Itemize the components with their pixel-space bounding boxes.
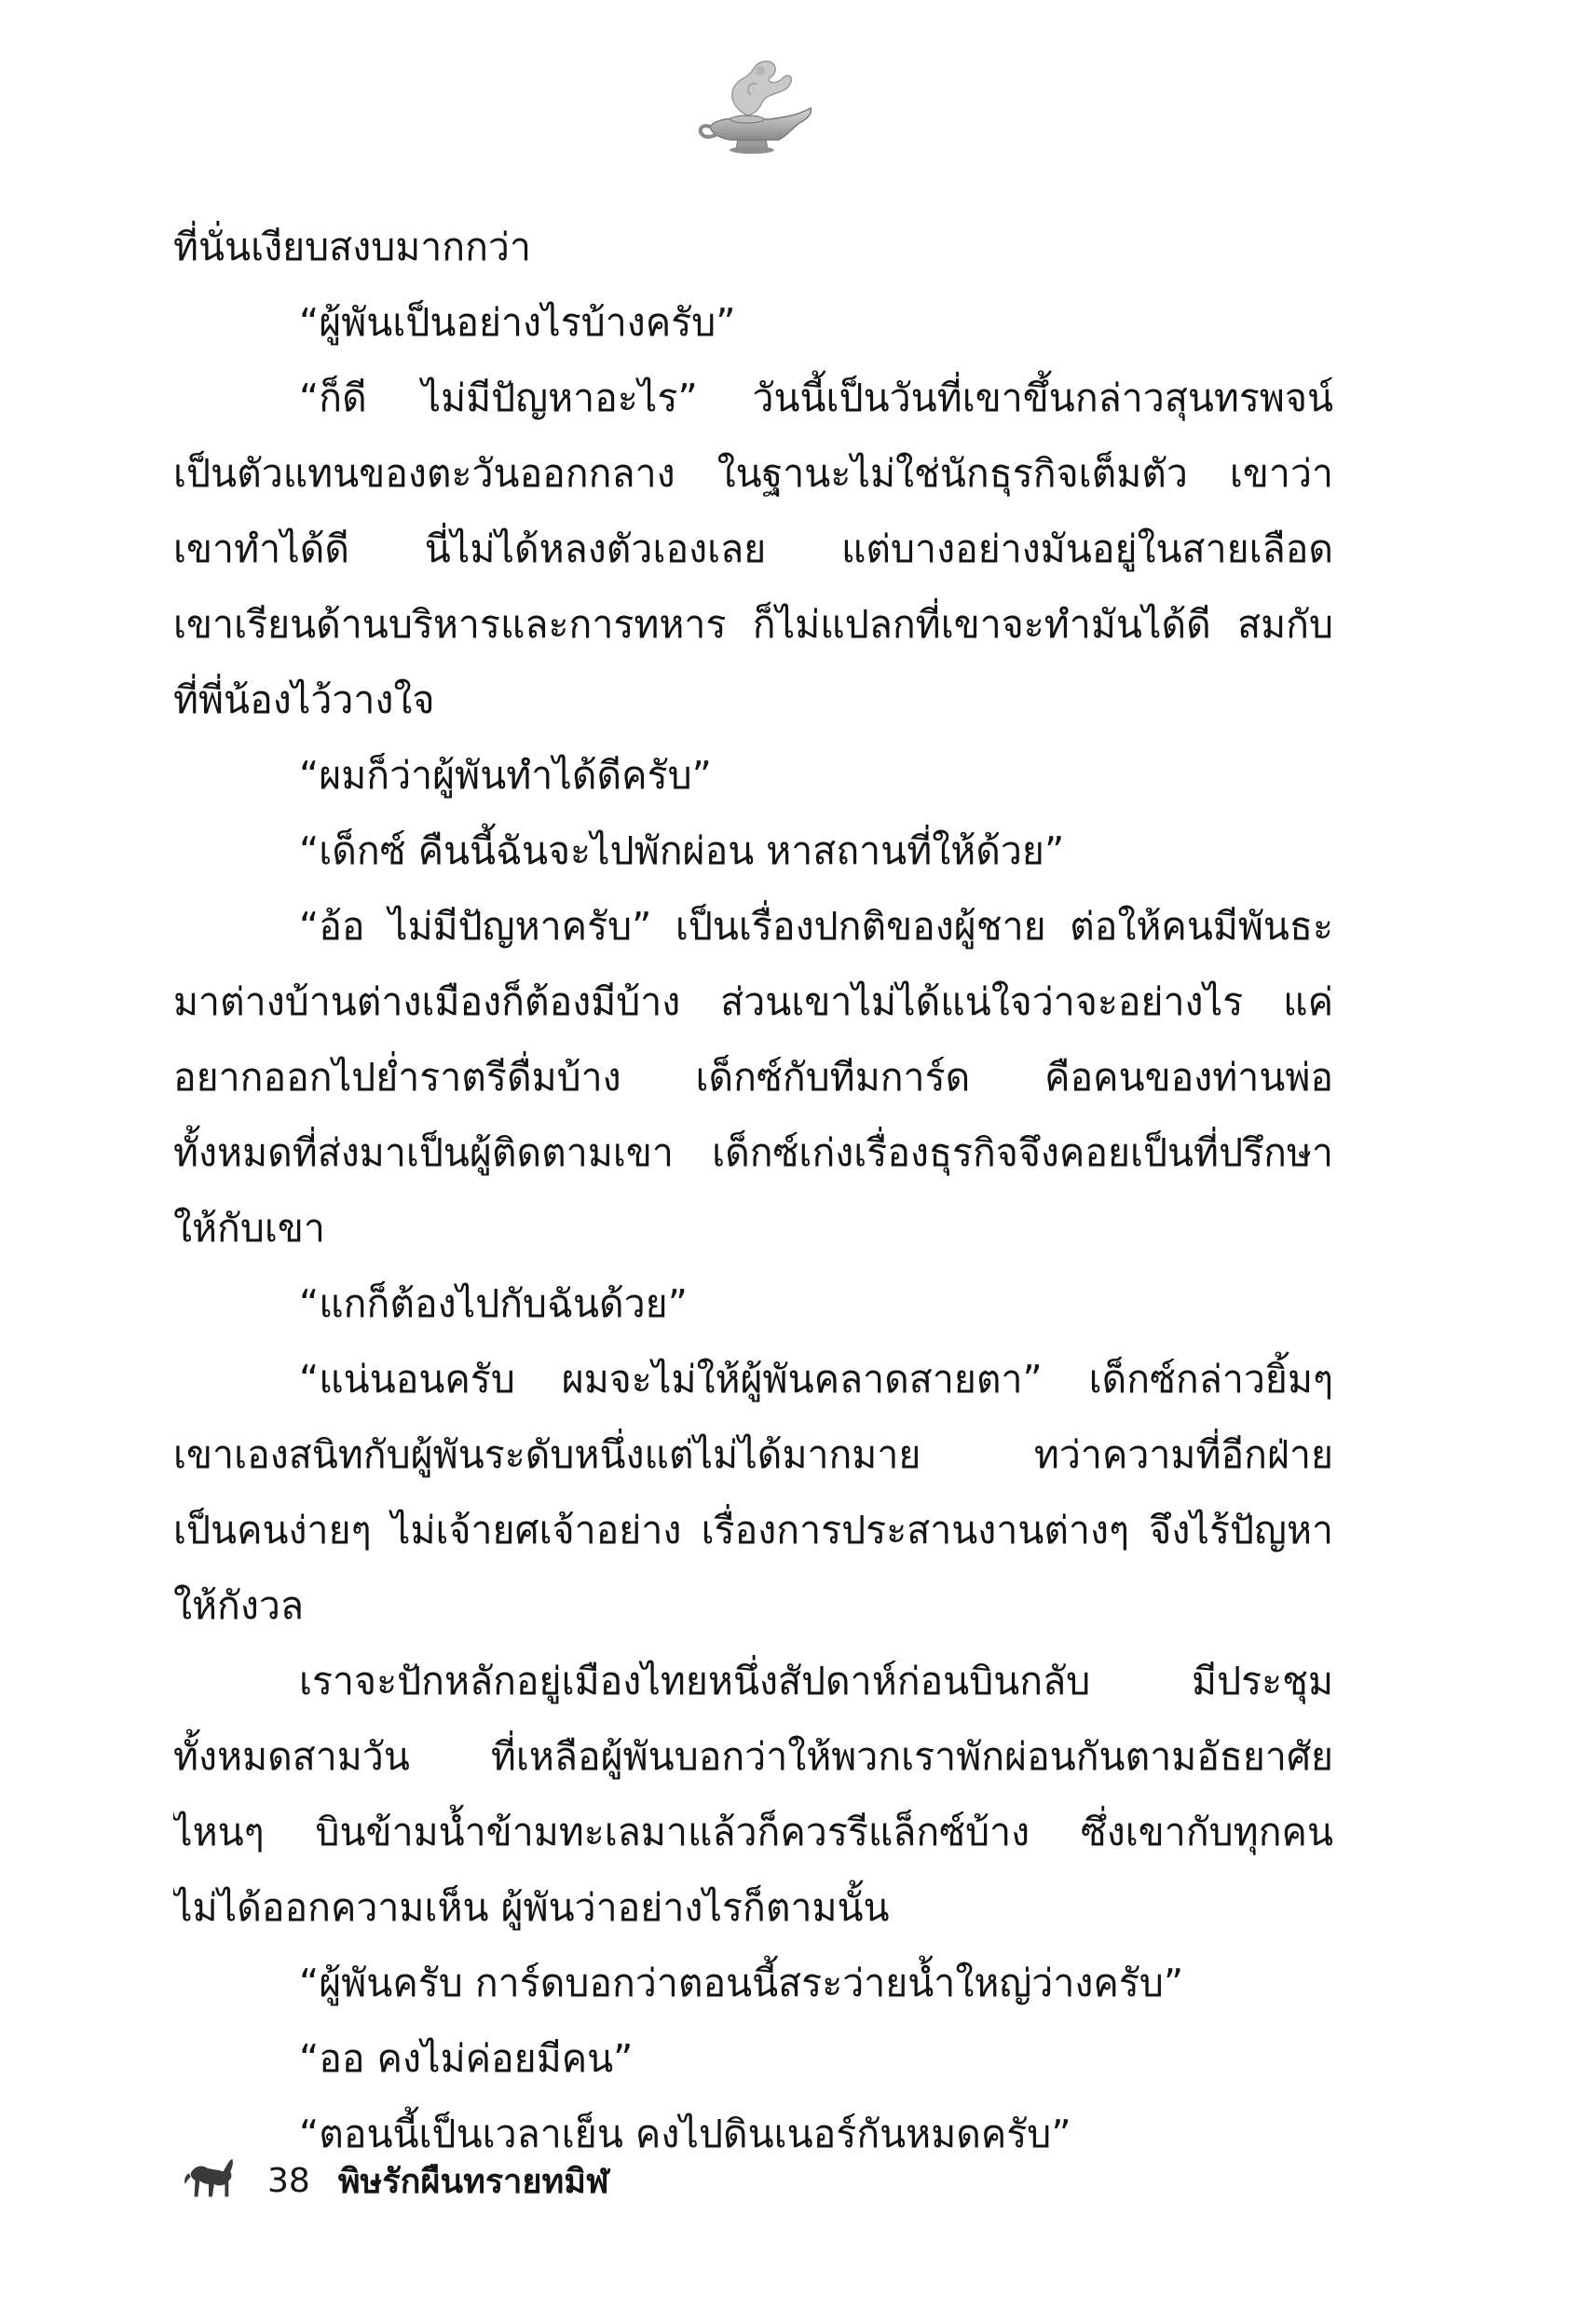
horse-icon: [182, 2154, 236, 2208]
text-line: ที่พี่น้องไว้วางใจ: [173, 677, 435, 722]
text-line: ไม่ได้ออกความเห็น ผู้พันว่าอย่างไรก็ตามนั้น: [173, 1885, 890, 1930]
text-line: ให้กับเขา: [173, 1206, 325, 1251]
text-line: เป็นตัวแทนของตะวันออกกลาง ในฐานะไม่ใช่นักธุรกิจเต็มตัว เขาว่า: [173, 451, 1333, 496]
page-footer: [182, 2153, 609, 2208]
text-line: เป็นคนง่ายๆ ไม่เจ้ายศเจ้าอย่าง เรื่องการประสานงานต่างๆ จึงไร้ปัญหา: [173, 1508, 1333, 1552]
text-line: “ตอนนี้เป็นเวลาเย็น คงไปดินเนอร์กันหมดครับ”: [299, 2112, 1071, 2156]
text-line: เราจะปักหลักอยู่เมืองไทยหนึ่งสัปดาห์ก่อนบินกลับ มีประชุม: [299, 1659, 1333, 1703]
text-line: ทั้งหมดที่ส่งมาเป็นผู้ติดตามเขา เด็กซ์เก่งเรื่องธุรกิจจึงคอยเป็นที่ปรึกษา: [173, 1130, 1333, 1175]
text-line: “ออ คงไม่ค่อยมีคน”: [299, 2036, 634, 2081]
genie-lamp-icon: [689, 58, 820, 160]
text-line: “ก็ดี ไม่มีปัญหาอะไร” วันนี้เป็นวันที่เขาขึ้นกล่าวสุนทรพจน์: [299, 376, 1333, 420]
book-title: พิษรักผืนทรายทมิฬ: [337, 2162, 609, 2201]
text-line: “ผู้พันเป็นอย่างไรบ้างครับ”: [299, 300, 736, 345]
text-line: อยากออกไปย่ำราตรีดื่มบ้าง เด็กซ์กับทีมการ์ด คือคนของท่านพ่อ: [173, 1055, 1333, 1100]
body-text: [173, 210, 1333, 2172]
page-number: 38: [267, 2161, 310, 2200]
text-line: เขาทำได้ดี นี่ไม่ได้หลงตัวเองเลย แต่บางอย่างมันอยู่ในสายเลือด: [173, 526, 1333, 571]
text-line: “แกก็ต้องไปกับฉันด้วย”: [299, 1281, 688, 1326]
text-line: “อ้อ ไม่มีปัญหาครับ” เป็นเรื่องปกติของผู้ชาย ต่อให้คนมีพันธะ: [299, 904, 1333, 949]
text-line: “ผมก็ว่าผู้พันทำได้ดีครับ”: [299, 753, 712, 798]
text-line: “ผู้พันครับ การ์ดบอกว่าตอนนี้สระว่ายน้ำใหญ่ว่างครับ”: [299, 1961, 1184, 2005]
text-line: มาต่างบ้านต่างเมืองก็ต้องมีบ้าง ส่วนเขาไม่ได้แน่ใจว่าจะอย่างไร แค่: [173, 979, 1333, 1024]
text-line: เขาเองสนิทกับผู้พันระดับหนึ่งแต่ไม่ได้มากมาย ทว่าความที่อีกฝ่าย: [173, 1432, 1333, 1477]
text-line: เขาเรียนด้านบริหารและการทหาร ก็ไม่แปลกที่เขาจะทำมันได้ดี สมกับ: [173, 602, 1333, 647]
text-line: “แน่นอนครับ ผมจะไม่ให้ผู้พันคลาดสายตา” เด็กซ์กล่าวยิ้มๆ: [299, 1357, 1333, 1402]
text-line: “เด็กซ์ คืนนี้ฉันจะไปพักผ่อน หาสถานที่ให้ด้วย”: [299, 828, 1065, 873]
text-line: ไหนๆ บินข้ามน้ำข้ามทะเลมาแล้วก็ควรรีแล็กซ์บ้าง ซึ่งเขากับทุกคน: [173, 1810, 1333, 1854]
text-line: ให้กังวล: [173, 1583, 305, 1628]
text-line: ที่นั่นเงียบสงบมากกว่า: [173, 225, 531, 269]
text-line: ทั้งหมดสามวัน ที่เหลือผู้พันบอกว่าให้พวกเราพักผ่อนกันตามอัธยาศัย: [173, 1734, 1333, 1779]
